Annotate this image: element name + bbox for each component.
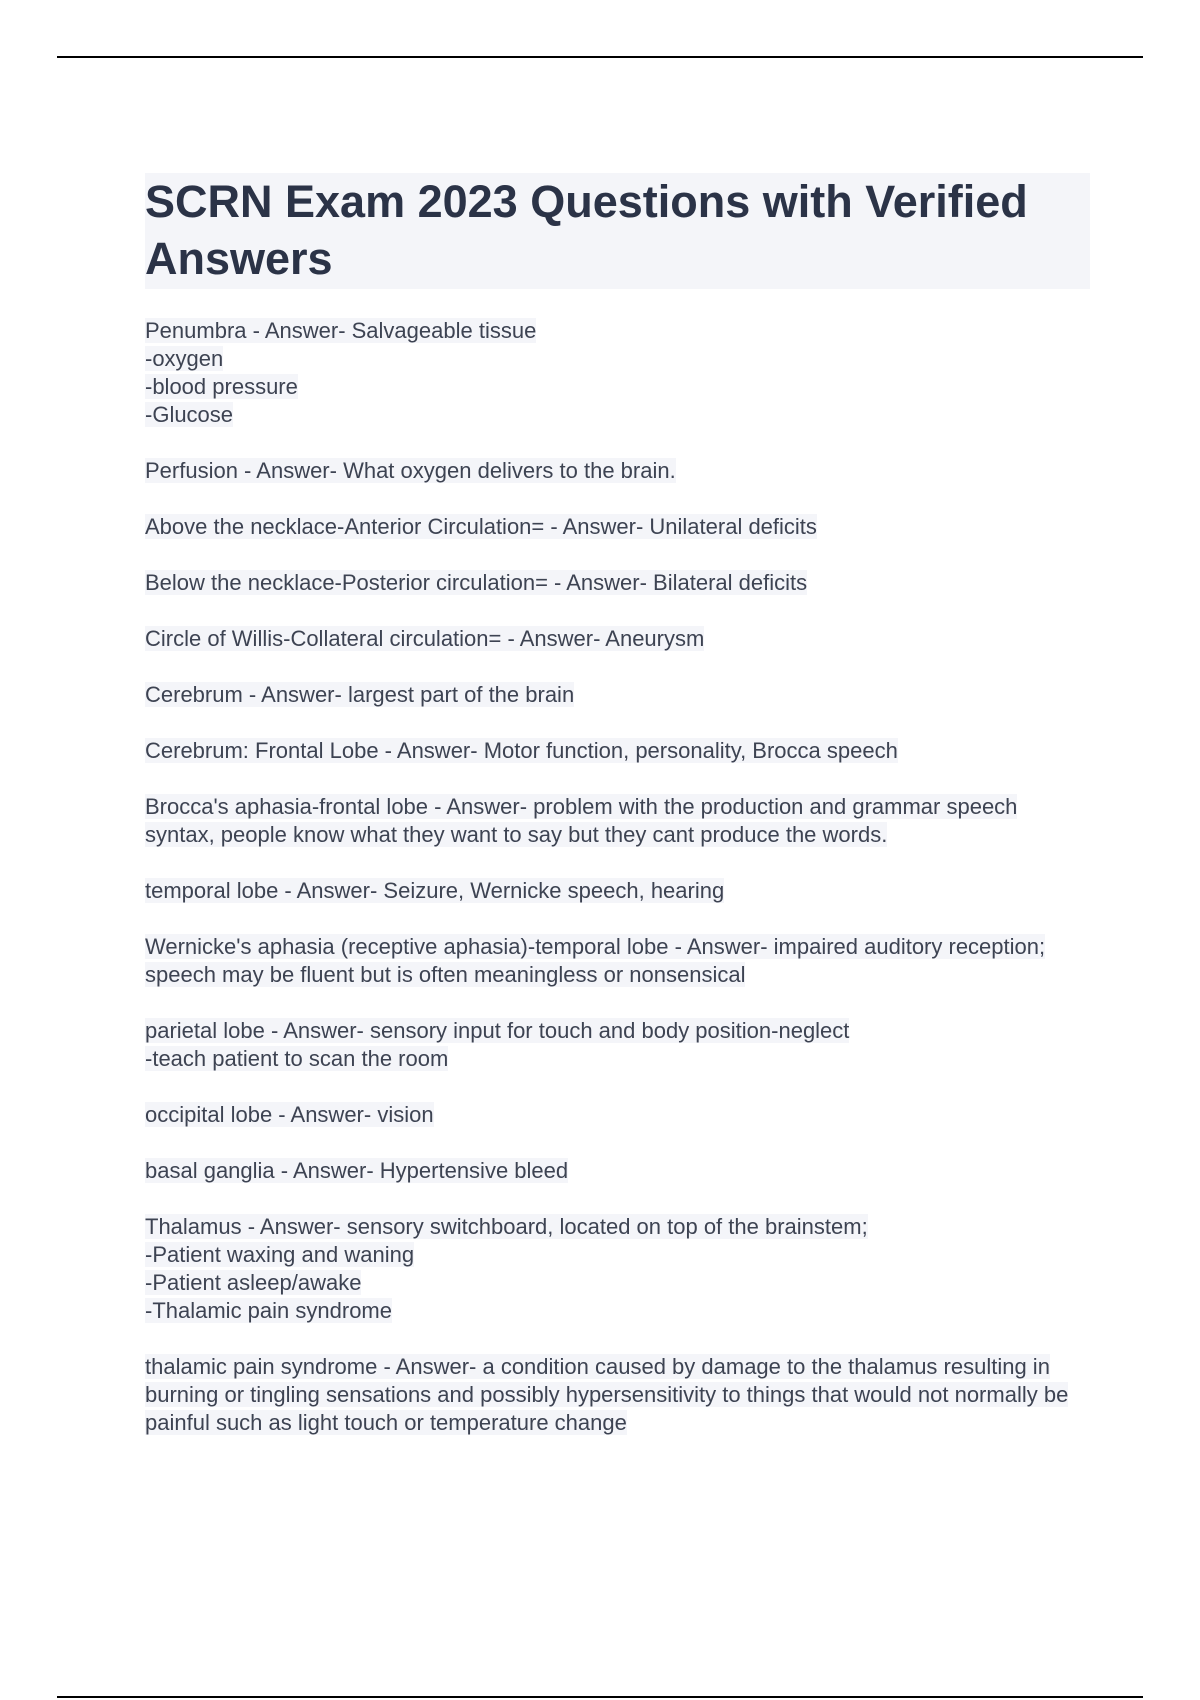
document-title: SCRN Exam 2023 Questions with Verified Answers <box>145 176 1028 284</box>
qa-entry <box>145 1213 1090 1325</box>
qa-entry <box>145 877 1090 905</box>
qa-entry <box>145 317 1090 429</box>
qa-entry-subline: -Patient waxing and waning <box>145 1242 415 1267</box>
qa-entry-subline: -Glucose <box>145 402 234 427</box>
qa-entry-text: thalamic pain syndrome - Answer- a condition caused by damage to the thalamus resulting in burning or tingling sensations and possibly hypersensitivity to things that would not normally be painful such as light touch or temperature change <box>145 1354 1069 1435</box>
qa-entry <box>145 513 1090 541</box>
qa-entry <box>145 1017 1090 1073</box>
qa-entry <box>145 681 1090 709</box>
qa-entry-text: Circle of Willis-Collateral circulation= - Answer- Aneurysm <box>145 626 705 651</box>
qa-entry-text: Cerebrum: Frontal Lobe - Answer- Motor function, personality, Brocca speech <box>145 738 898 763</box>
qa-entry <box>145 793 1090 849</box>
qa-entry-subline: -Thalamic pain syndrome <box>145 1298 392 1323</box>
qa-entry-subline: -blood pressure <box>145 374 298 399</box>
qa-entry <box>145 1353 1090 1437</box>
qa-list <box>145 317 1090 1437</box>
qa-entry-text: Penumbra - Answer- Salvageable tissue <box>145 318 537 343</box>
qa-entry <box>145 457 1090 485</box>
qa-entry-text: basal ganglia - Answer- Hypertensive bleed <box>145 1158 569 1183</box>
bottom-rule <box>57 1696 1143 1698</box>
qa-entry-text: Cerebrum - Answer- largest part of the brain <box>145 682 575 707</box>
qa-entry-text: Perfusion - Answer- What oxygen delivers to the brain. <box>145 458 676 483</box>
qa-entry <box>145 1157 1090 1185</box>
qa-entry-subline: -oxygen <box>145 346 224 371</box>
qa-entry-text: parietal lobe - Answer- sensory input for touch and body position-neglect <box>145 1018 850 1043</box>
document-body <box>145 173 1090 1465</box>
qa-entry-text: Wernicke's aphasia (receptive aphasia)-temporal lobe - Answer- impaired auditory reception; speech may be fluent but is often meaningless or nonsensical <box>145 934 1046 987</box>
qa-entry <box>145 737 1090 765</box>
qa-entry <box>145 569 1090 597</box>
qa-entry-text: Above the necklace-Anterior Circulation= - Answer- Unilateral deficits <box>145 514 817 539</box>
qa-entry-text: Thalamus - Answer- sensory switchboard, located on top of the brainstem; <box>145 1214 868 1239</box>
qa-entry-text: Below the necklace-Posterior circulation= - Answer- Bilateral deficits <box>145 570 808 595</box>
title-block <box>145 173 1090 289</box>
qa-entry-text: Brocca's aphasia-frontal lobe - Answer- problem with the production and grammar speech syntax, people know what they want to say but they cant produce the words. <box>145 794 1018 847</box>
qa-entry <box>145 625 1090 653</box>
qa-entry-text: occipital lobe - Answer- vision <box>145 1102 434 1127</box>
top-rule <box>57 56 1143 58</box>
qa-entry-subline: -Patient asleep/awake <box>145 1270 362 1295</box>
qa-entry <box>145 1101 1090 1129</box>
qa-entry-subline: -teach patient to scan the room <box>145 1046 449 1071</box>
qa-entry-text: temporal lobe - Answer- Seizure, Wernicke speech, hearing <box>145 878 725 903</box>
qa-entry <box>145 933 1090 989</box>
